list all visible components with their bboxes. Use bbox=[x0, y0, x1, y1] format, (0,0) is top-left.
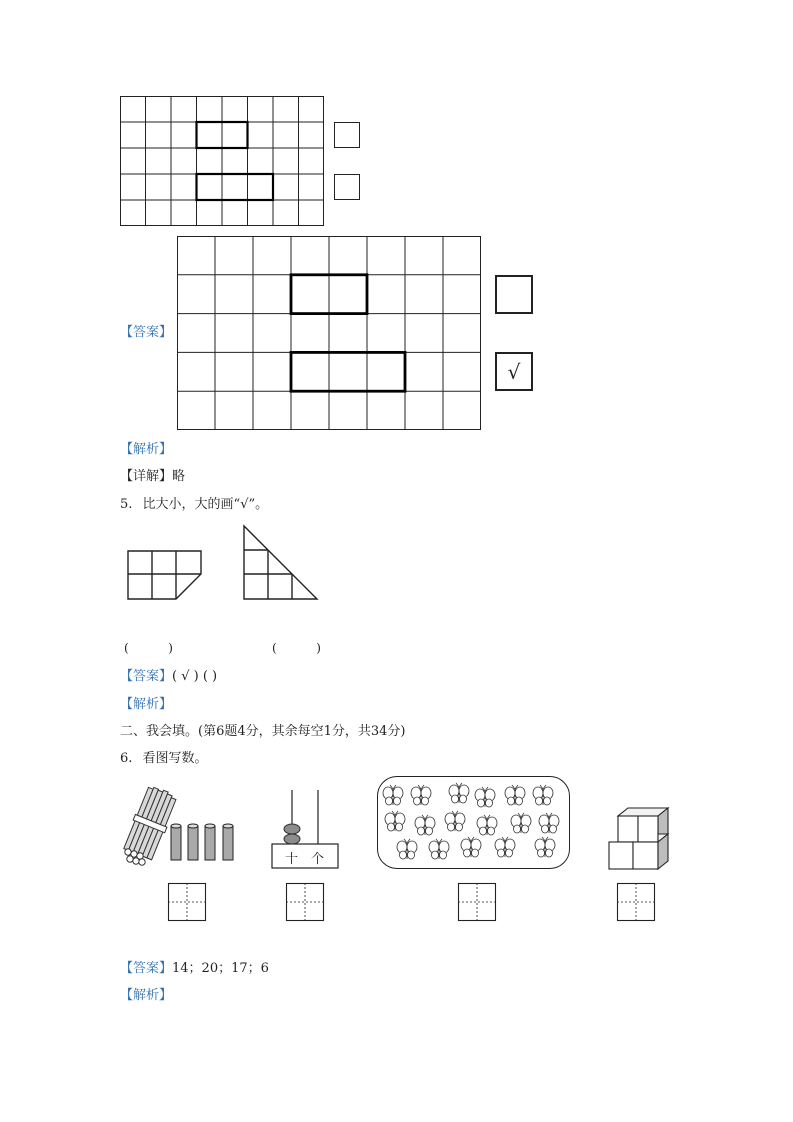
butterfly-icon bbox=[511, 813, 531, 833]
long-bar bbox=[291, 352, 405, 391]
butterfly-group bbox=[377, 776, 570, 869]
butterfly-icon bbox=[415, 815, 435, 835]
problem-6-title bbox=[120, 751, 208, 767]
answer-text-5: ( √ ) ( ) bbox=[172, 669, 218, 684]
cube-stack-picture bbox=[608, 806, 672, 872]
abacus-tens-label: 十 bbox=[285, 852, 299, 867]
butterfly-icon bbox=[495, 837, 515, 857]
butterfly-icon bbox=[449, 783, 469, 803]
answer-paren-right[interactable]: ( ) bbox=[272, 641, 322, 655]
problem-6-text: 看图写数。 bbox=[142, 751, 208, 766]
butterfly-icon bbox=[429, 839, 449, 859]
answer-line-5 bbox=[120, 669, 217, 685]
butterfly-icon bbox=[445, 811, 465, 831]
answer-line-6 bbox=[120, 961, 269, 977]
shape-triangle bbox=[243, 525, 319, 600]
write-box-2[interactable] bbox=[286, 883, 324, 921]
question-box-top[interactable] bbox=[334, 122, 360, 148]
analysis-label-5: 【解析】 bbox=[120, 697, 173, 712]
stick-bundle-picture bbox=[120, 786, 242, 866]
butterfly-icon bbox=[535, 837, 555, 857]
butterfly-icon bbox=[505, 785, 525, 805]
write-box-4[interactable] bbox=[617, 883, 655, 921]
problem-5-title bbox=[120, 497, 268, 513]
butterfly-icon bbox=[533, 785, 553, 805]
detail-label: 【详解】 bbox=[120, 469, 173, 484]
problem-5-text: 比大小，大的画“√”。 bbox=[142, 497, 269, 512]
detail-text: 略 bbox=[172, 469, 186, 484]
answer-box-bottom: √ bbox=[495, 352, 533, 391]
butterfly-icon bbox=[383, 785, 403, 805]
write-box-3[interactable] bbox=[458, 883, 496, 921]
abacus-ones-label: 个 bbox=[311, 852, 325, 867]
answer-paren-left[interactable]: ( ) bbox=[124, 641, 174, 655]
butterfly-icon bbox=[397, 839, 417, 859]
problem-5-number: 5. bbox=[120, 497, 133, 512]
answer-text-6: 14；20；17；6 bbox=[172, 961, 269, 976]
long-bar bbox=[197, 174, 274, 200]
butterfly-icon bbox=[477, 815, 497, 835]
analysis-label-4: 【解析】 bbox=[120, 442, 173, 457]
answer-grid bbox=[177, 236, 481, 430]
write-box-1[interactable] bbox=[168, 883, 206, 921]
abacus-picture bbox=[270, 788, 340, 870]
shape-trapezoid bbox=[127, 550, 203, 600]
analysis-label-6: 【解析】 bbox=[120, 988, 173, 1003]
answer-box-top bbox=[495, 275, 533, 314]
question-grid bbox=[120, 96, 324, 226]
butterfly-icon bbox=[385, 811, 405, 831]
answer-label-4: 【答案】 bbox=[120, 325, 173, 340]
problem-6-number: 6. bbox=[120, 751, 133, 766]
question-box-bottom[interactable] bbox=[334, 174, 360, 200]
answer-label-6: 【答案】 bbox=[120, 961, 173, 976]
answer-label-5: 【答案】 bbox=[120, 669, 173, 684]
butterfly-icon bbox=[539, 813, 559, 833]
detail-line bbox=[120, 469, 185, 485]
butterfly-icon bbox=[411, 785, 431, 805]
section-2-title: 二、我会填。(第6题4分，其余每空1分，共34分) bbox=[120, 724, 406, 739]
butterfly-icon bbox=[461, 837, 481, 857]
butterfly-icon bbox=[475, 787, 495, 807]
